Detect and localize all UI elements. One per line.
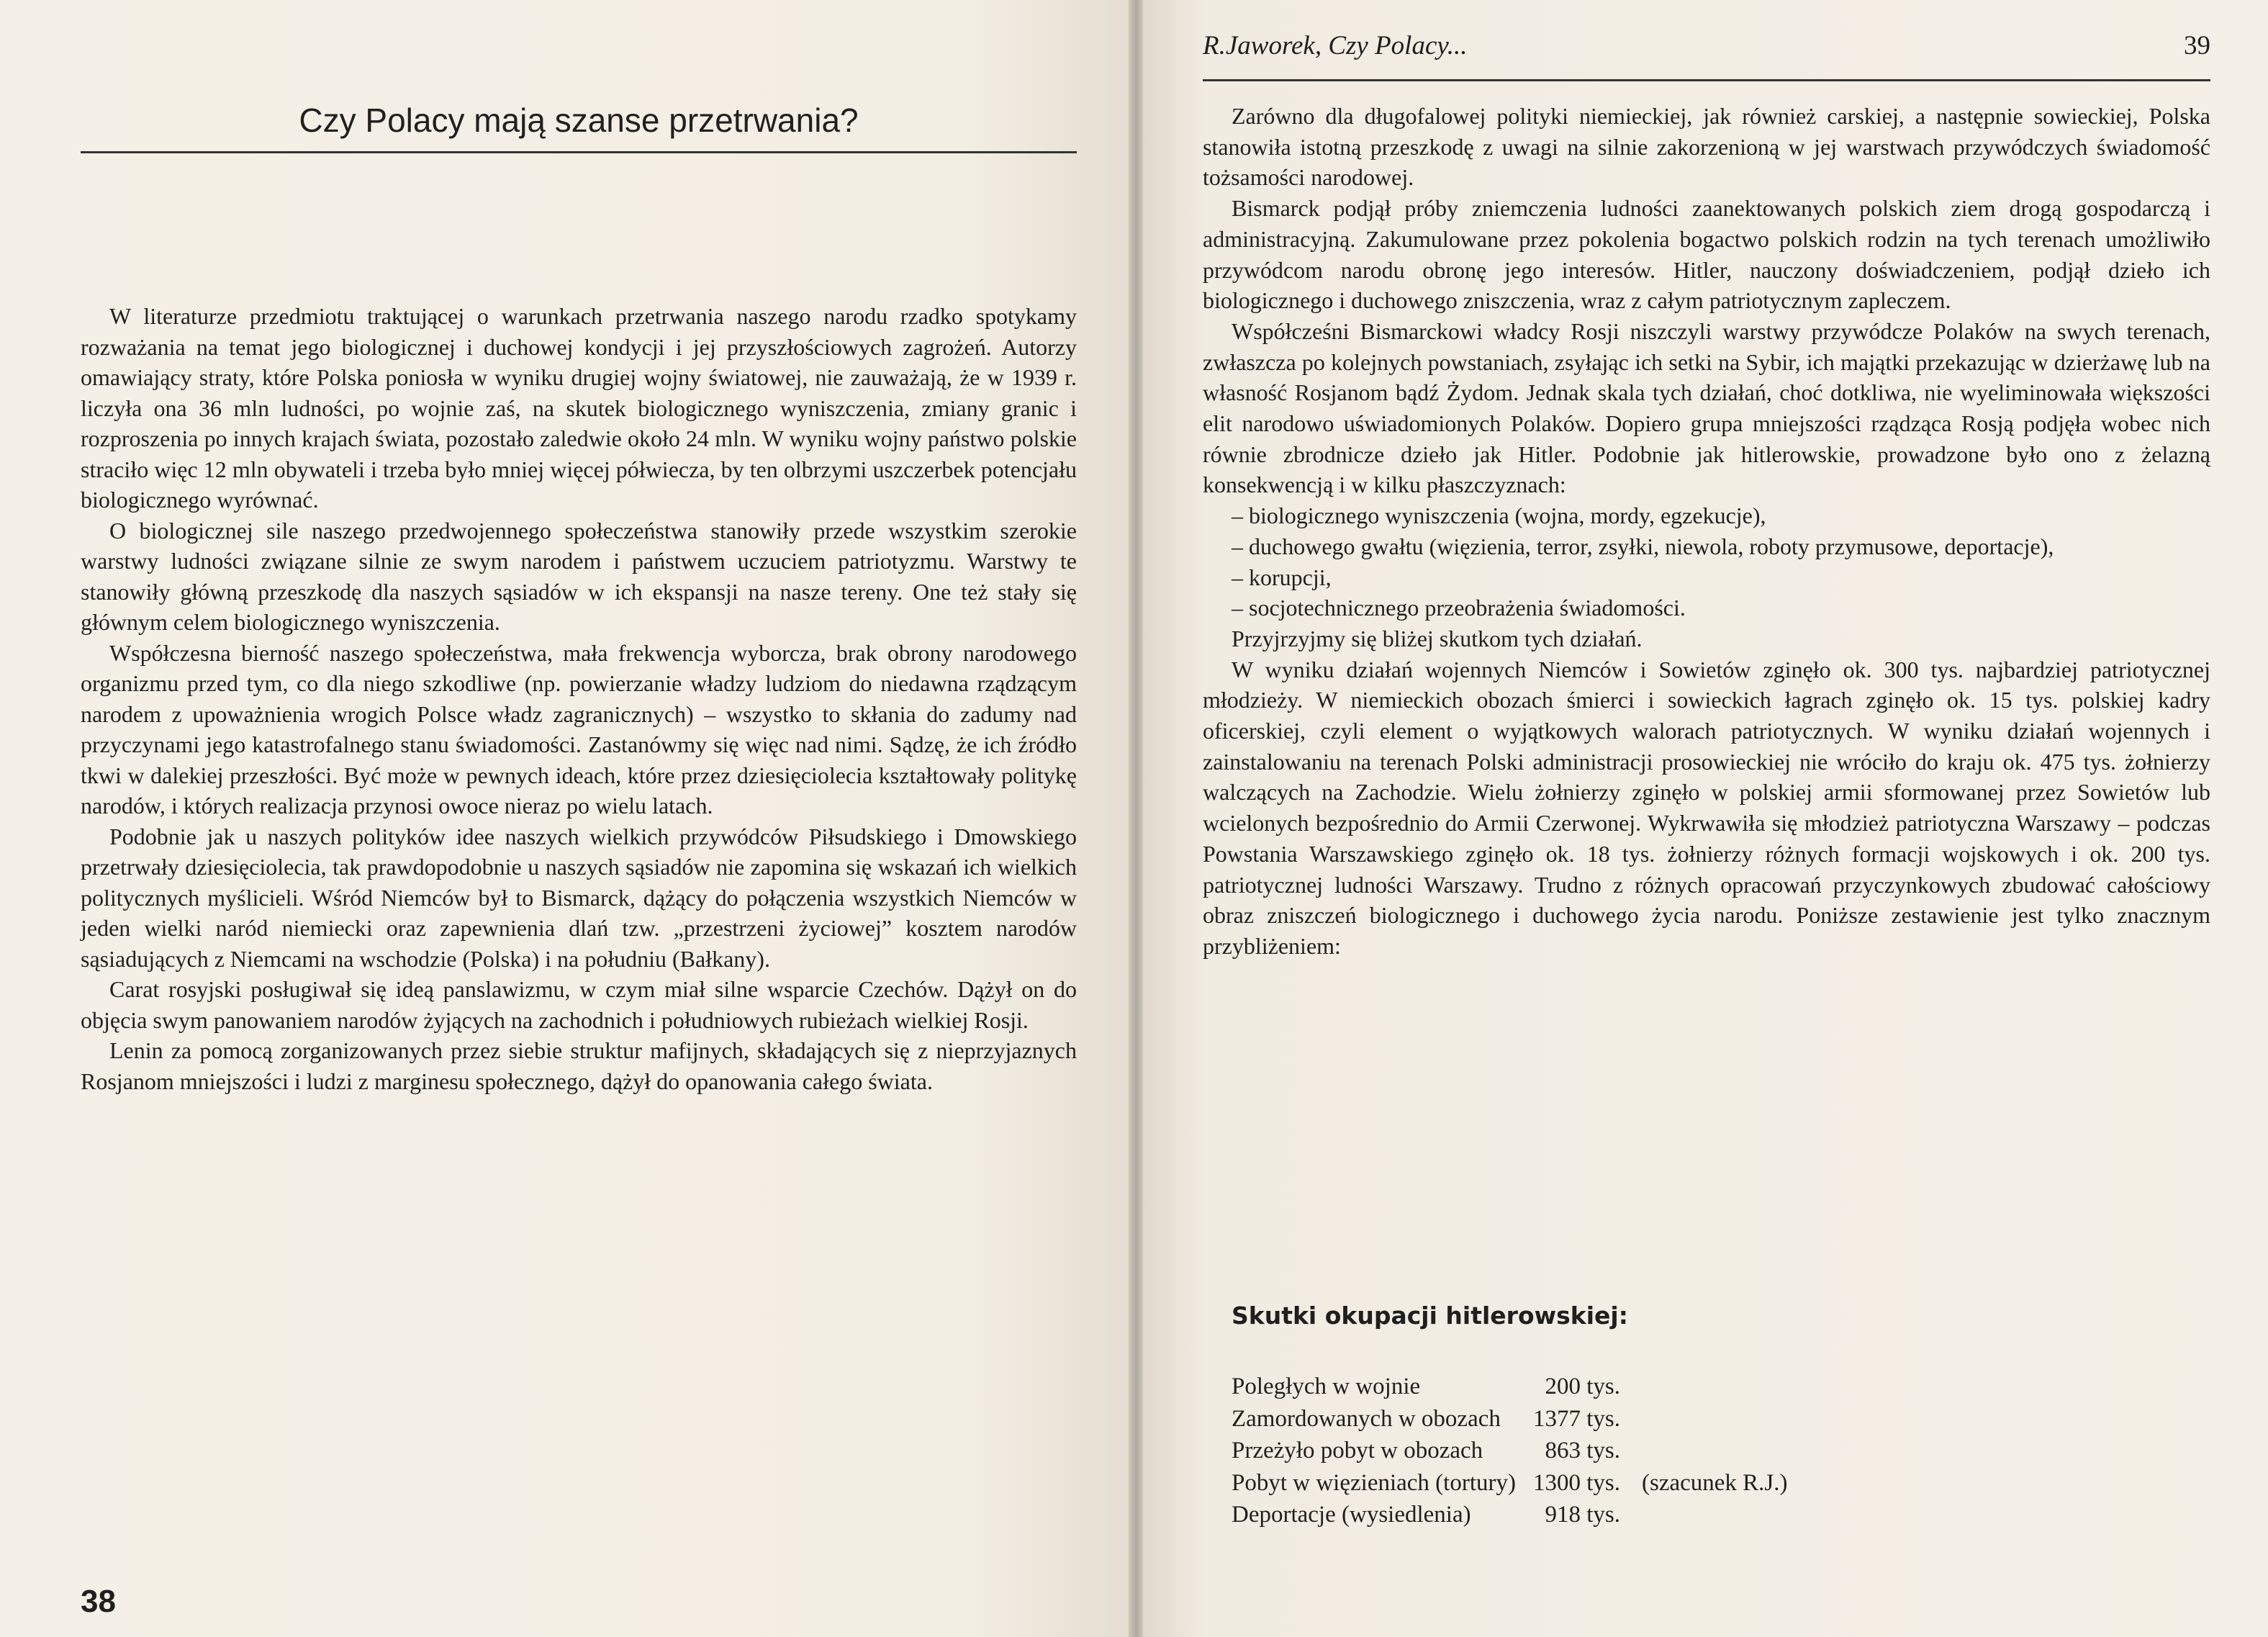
stat-row	[1232, 1403, 2167, 1435]
paragraph: Podobnie jak u naszych polityków idee naszych wielkich przywódców Piłsudskiego i Dmowskiego przetrwały dziesięciolecia, tak prawdopodobnie u naszych sąsiadów nie zapomina się wskazań ich wielkich politycznych myślicieli. Wśród Niemców był to Bismarck, dążący do połączenia wszystkich Niemców w jeden wielki naród niemiecki oraz zapewnienia dlań tzw. „przestrzeni życiowej” kosztem narodów sąsiadujących z Niemcami na wschodzie (Polska) i na południu (Bałkany).	[81, 823, 1077, 972]
stat-value: 1300 tys.	[1532, 1469, 1620, 1496]
stat-value: 863 tys.	[1545, 1438, 1620, 1464]
paragraph: W wyniku działań wojennych Niemców i Sowietów zginęło ok. 300 tys. najbardziej patriotycznej młodzieży. W niemieckich obozach śmierci i sowieckich łagrach zginęło ok. 15 tys. polskiej kadry oficerskiej, czyli element o wyjątkowych walorach patriotycznych. W wyniku działań wojennych i zainstalowaniu na terenach Polski administracji prosowieckiej nie wróciło do kraju ok. 475 tys. żołnierzy walczących na Zachodzie. Wielu żołnierzy zginęło w polskiej armii sformowanej przez Sowietów lub wcielonych bezpośrednio do Armii Czerwonej. Wykrwawiła się młodzież patriotyczna Warszawy – podczas Powstania Warszawskiego zginęło ok. 18 tys. żołnierzy różnych formacji wojskowych i ok. 200 tys. patriotycznej ludności Warszawy. Trudno z różnych opracowań przyczynkowych zbudować całościowy obraz zniszczeń biologicznego i duchowego życia narodu. Poniższe zestawienie jest tylko znacznym przybliżeniem:	[1203, 656, 2210, 959]
stat-row	[1232, 1467, 2167, 1500]
book-gutter-shadow	[1129, 0, 1143, 1637]
stat-value: 200 tys.	[1545, 1374, 1620, 1399]
left-body-text	[81, 301, 1077, 1096]
stat-note: (szacunek R.J.)	[1642, 1469, 1788, 1496]
page-number-right: 39	[2184, 31, 2210, 60]
stat-row	[1232, 1435, 2167, 1467]
paragraph: Bismarck podjął próby zniemczenia ludności zaanektowanych polskich ziem drogą gospodarczą i administracyjną. Zakumulowane przez pokolenia bogactwo polskich rodzin na tych terenach umożliwiło przywódcom narodu obronę jego interesów. Hitler, nauczony doświadczeniem, podjął dzieło ich biologicznego i duchowego zniszczenia, wraz z całym patriotycznym zapleczem.	[1203, 195, 2210, 314]
paragraph: Zarówno dla długofalowej polityki niemieckiej, jak również carskiej, a następnie sowieckiej, Polska stanowiła istotną przeszkodę z uwagi na silnie zakorzenioną w jej warstwach przywódczych świadomość tożsamości narodowej.	[1203, 103, 2210, 191]
list-item: – duchowego gwałtu (więzienia, terror, zsyłki, niewola, roboty przymusowe, deportacje),	[1232, 533, 2054, 559]
list-item: – biologicznego wyniszczenia (wojna, mordy, egzekucje),	[1232, 502, 1766, 529]
paragraph: Przyjrzyjmy się bliżej skutkom tych działań.	[1232, 625, 1643, 651]
stat-label: Poległych w wojnie	[1232, 1374, 1421, 1399]
paragraph: O biologicznej sile naszego przedwojennego społeczeństwa stanowiły przede wszystkim szerokie warstwy ludności związane silnie ze swym narodem i państwem uczuciem patriotyzmu. Warstwy te stanowiły główną przeszkodę dla naszych sąsiadów w ich ekspansji na nasze tereny. One też stały się głównym celem biologicznego wyniszczenia.	[81, 517, 1077, 635]
list-item: – korupcji,	[1232, 564, 1332, 590]
occupation-stats-table	[1232, 1371, 2167, 1531]
right-page	[1136, 0, 2268, 1637]
paragraph: Carat rosyjski posługiwał się ideą panslawizmu, w czym miał silne wsparcie Czechów. Dążył on do objęcia swym panowaniem narodów żyjących na zachodnich i południowych rubieżach wielkiej Rosji.	[81, 976, 1077, 1033]
stat-label: Przeżyło pobyt w obozach	[1232, 1438, 1483, 1464]
chapter-title: Czy Polacy mają szanse przetrwania?	[299, 102, 859, 139]
stat-row	[1232, 1371, 2167, 1403]
page-number-left: 38	[81, 1584, 116, 1619]
stat-label: Pobyt w więzieniach (tortury)	[1232, 1469, 1516, 1496]
stat-value: 1377 tys.	[1532, 1405, 1620, 1432]
stat-value: 918 tys.	[1545, 1502, 1620, 1528]
paragraph: Współcześni Bismarckowi władcy Rosji niszczyli warstwy przywódcze Polaków na swych terenach, zwłaszcza po kolejnych powstaniach, zsyłając ich setki na Sybir, ich majątki przekazując w dzierżawę lub na własność Rosjanom bądź Żydom. Jednak skala tych działań, choć dotkliwa, nie wyeliminowała większości elit narodowo uświadomionych Polaków. Dopiero grupa mniejszości rządząca Rosją podjęła wobec nich równie zbrodnicze dzieło jak Hitler. Podobnie jak hitlerowskie, prowadzone było ono z żelazną konsekwencją i w kilku płaszczyznach:	[1203, 317, 2210, 498]
stat-label: Deportacje (wysiedlenia)	[1232, 1502, 1471, 1528]
paragraph: Lenin za pomocą zorganizowanych przez siebie struktur mafijnych, składających się z nieprzyjaznych Rosjanom mniejszości i ludzi z marginesu społecznego, dążył do opanowania całego świata.	[81, 1037, 1077, 1094]
running-head-rule	[1203, 79, 2210, 81]
running-head: R.Jaworek, Czy Polacy...	[1203, 31, 1468, 60]
right-body-text	[1203, 101, 2210, 962]
paragraph: W literaturze przedmiotu traktującej o warunkach przetrwania naszego narodu rzadko spotykamy rozważania na temat jego biologicznej i duchowej kondycji i jej przyszłościowych zagrożeń. Autorzy omawiający straty, które Polska poniosła w wyniku drugiej wojny światowej, nie zauważają, że w 1939 r. liczyła ona 36 mln ludności, po wojnie zaś, na skutek biologicznego wyniszczenia, zmiany granic i rozproszenia po innych krajach świata, pozostało zaledwie około 24 mln. W wyniku wojny państwo polskie straciło więc 12 mln obywateli i trzeba było mniej więcej półwiecza, by ten olbrzymi uszczerbek potencjału biologicznego wyrównać.	[81, 303, 1077, 513]
stat-label: Zamordowanych w obozach	[1232, 1405, 1501, 1432]
section-title: Skutki okupacji hitlerowskiej:	[1232, 1302, 1628, 1330]
list-item: – socjotechnicznego przeobrażenia świadomości.	[1232, 595, 1686, 621]
paragraph: Współczesna bierność naszego społeczeństwa, mała frekwencja wyborcza, brak obrony narodowego organizmu przed tym, co dla niego szkodliwe (np. powierzanie władzy ludziom do niedawna rządzącym narodem z upoważnienia wrogich Polsce władz zagranicznych) – wszystko to skłania do zadumy nad przyczynami jego katastrofalnego stanu świadomości. Zastanówmy się więc nad nimi. Sądzę, że ich źródło tkwi w dalekiej przeszłości. Być może w pewnych ideach, które przez dziesięciolecia kształtowały politykę narodów, i których realizacja przynosi owoce nieraz po wielu latach.	[81, 639, 1077, 818]
stat-row	[1232, 1499, 2167, 1531]
chapter-title-rule	[81, 151, 1077, 153]
